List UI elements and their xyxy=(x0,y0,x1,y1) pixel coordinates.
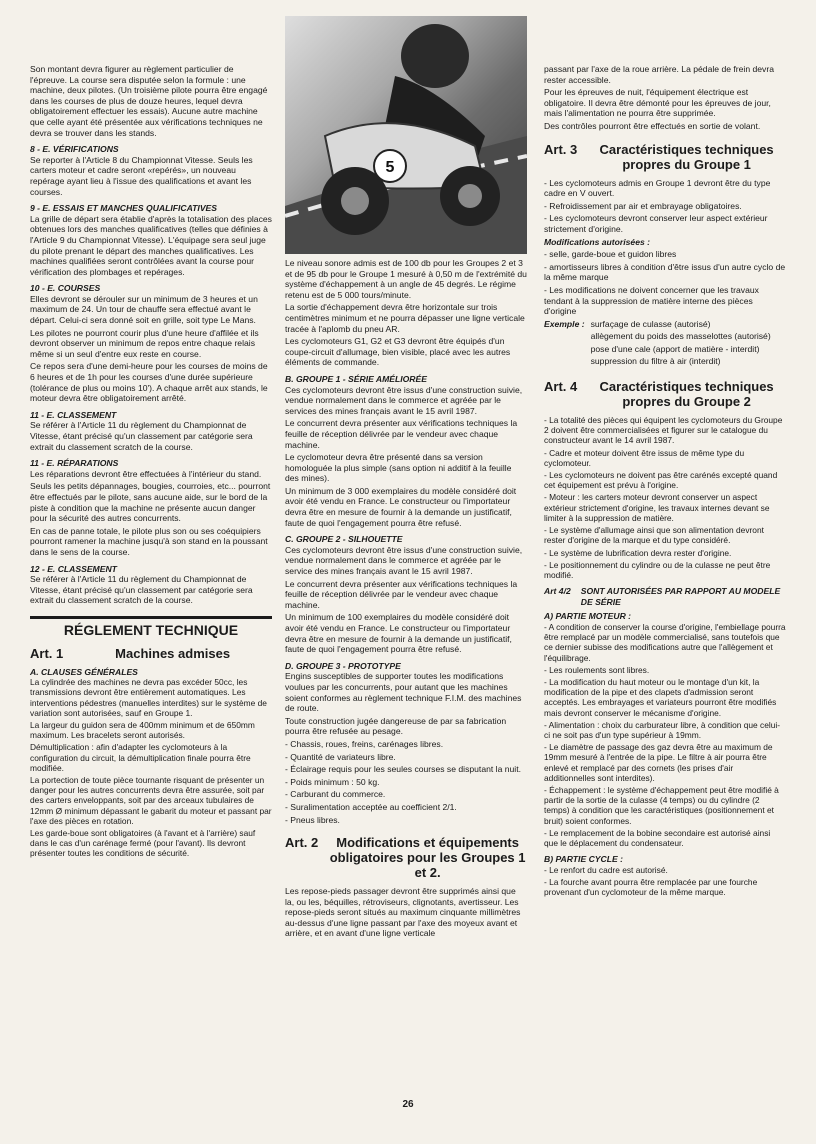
partie-moteur-item: - A condition de conserver la course d'origine, l'embiellage pourra être remplacé par un modèle commercialisé, sans toutefois que ce dernier subisse des modifications autre que l'allègement et l'équilibrage. xyxy=(544,621,786,663)
article-number: Art. 4 xyxy=(544,379,578,395)
clauses-generales-title: A. CLAUSES GÉNÉRALES xyxy=(30,666,138,677)
example-item: surfaçage de culasse (autorisé) xyxy=(590,318,711,329)
example-list xyxy=(591,319,771,369)
article-2-heading xyxy=(285,835,527,880)
groupe-3-list-item: - Poids minimum : 50 kg. xyxy=(285,776,380,787)
partie-cycle-item: - La fourche avant pourra être remplacée par une fourche provenant d'un cyclomoteur de la même marque. xyxy=(544,876,758,898)
example-block xyxy=(544,319,786,369)
partie-moteur-item: - Alimentation : choix du carburateur libre, à condition que celui-ci ne soit pas d'un type supérieur à 19mm. xyxy=(544,719,781,740)
example-item: allègement du poids des masselottes (autorisé) xyxy=(590,331,771,342)
groupe-3-list-item: - Quantité de variateurs libre. xyxy=(285,751,396,762)
section-9-title: 9 - E. ESSAIS ET MANCHES QUALIFICATIVES xyxy=(30,203,218,214)
article-4-list-item: - Cadre et moteur doivent être issus de même type du cyclomoteur. xyxy=(544,447,745,468)
article-4-list-item: - Le système de lubrification devra rester d'origine. xyxy=(544,547,732,558)
section-divider xyxy=(30,616,272,619)
paragraph: Pour les épreuves de nuit, l'équipement électrique est obligatoire. Il devra être démonté pour les épreuves de jour, mais l'alimentation ne pourra être supprimée. xyxy=(544,87,771,119)
article-3-heading xyxy=(544,142,786,172)
partie-moteur-item: - Échappement : le système d'échappement peut être modifié à partir de la sortie de la culasse (4 temps) ou du cylindre (2 temps) à condition que les caractéristiques (positionnement et bruit) soient conformes. xyxy=(544,784,779,826)
article-3-list-item: - Refroidissement par air et embrayage obligatoires. xyxy=(544,200,742,211)
partie-cycle-title: B) PARTIE CYCLE : xyxy=(544,854,623,865)
intro-paragraph: Son montant devra figurer au règlement particulier de l'épreuve. La course sera disputée selon la formule : une machine, deux pilotes. (Un troisième pilote pourra être engagé dans les courses de plus de douze heures, lequel devra obligatoirement effectuer les essais). Aucune autre machine que celle ayant été présentée aux vérifications techniques ne devra se trouver dans les stands. xyxy=(30,64,268,138)
section-11-reparations-body: En cas de panne totale, le pilote plus son ou ses coéquipiers pourront ramener la machine jusqu'à son stand en la poussant dans le sens de la course. xyxy=(30,525,268,557)
paragraph: La sortie d'échappement devra être horizontale sur trois centimètres minimum et ne pourra dépasser une ligne verticale tracée à l'aplomb du pneu AR. xyxy=(285,302,525,334)
article-title: Caractéristiques techniques propres du Groupe 1 xyxy=(599,141,774,172)
section-11-reparations-body: Seuls les petits dépannages, bougies, courroies, etc... pourront être effectués par le pilote, sans aucune aide, sur le bord de la piste à condition que la machine ne présente aucun danger pour la sécurité des autres concurrents. xyxy=(30,481,271,524)
section-10-body: Les pilotes ne pourront courir plus d'une heure d'affilée et ils devront observer un minimum de repos entre chaque relais même si un seul d'entre eux reste en course. xyxy=(30,327,259,359)
paragraph: passant par l'axe de la roue arrière. La pédale de frein devra rester accessible. xyxy=(544,64,774,85)
column-right xyxy=(544,64,786,899)
clauses-body: Les garde-boue sont obligatoires (à l'avant et à l'arrière) sauf dans le cas d'un carénage fermé (pour l'avant). Ils devront présenter toutes les conditions de sécurité. xyxy=(30,827,256,859)
article-number: Art. 3 xyxy=(544,141,578,157)
section-11-reparations-title: 11 - E. RÉPARATIONS xyxy=(30,458,119,469)
paragraph: Le niveau sonore admis est de 100 db pour les Groupes 2 et 3 et de 95 db pour le Groupe 1 mesuré à 0,50 m de l'extrémité du système d'échappement à un angle de 45 degrés. Le régime retenu est de 5 000 tours/minute. xyxy=(285,258,527,300)
groupe-3-list-item: - Suralimentation acceptée au coefficient 2/1. xyxy=(285,801,457,812)
partie-moteur-item: - Le diamètre de passage des gaz devra être au maximum de 19mm mesuré à l'entrée de la pipe. Le filtre à air pourra être enlevé et remplacé par des cornets (les prises d'air additionnelles sont interdites). xyxy=(544,742,773,783)
clauses-body: La cylindrée des machines ne devra pas excéder 50cc, les transmissions devront être entièrement automatiques. Les interventions pédestres (manuelles interdites) sur le système de variation sont autorisées, sauf en Groupe 1. xyxy=(30,677,267,718)
modifications-title: Modifications autorisées : xyxy=(544,236,651,247)
section-12-body: Se référer à l'Article 11 du règlement du Championnat de Vitesse, étant précisé qu'un classement par catégorie sera extrait du classement scratch de la course. xyxy=(30,574,253,606)
column-middle xyxy=(285,258,527,941)
partie-moteur-item: - Les roulements sont libres. xyxy=(544,664,650,675)
groupe-3-body: Engins susceptibles de supporter toutes les modifications voulues par les concurrents, pour autant que les machines soient conformes au règlement technique F.I.M. des machines de route. xyxy=(285,671,522,714)
reglement-technique-heading: RÉGLEMENT TECHNIQUE xyxy=(63,621,239,638)
paragraph: Les cyclomoteurs G1, G2 et G3 devront être équipés d'un coupe-circuit d'allumage, bien visible, placé avec les autres éléments de commande. xyxy=(285,336,511,368)
article-number: Art. 2 xyxy=(285,835,319,851)
article-title: Machines admises xyxy=(115,645,231,661)
race-plate-number: 5 xyxy=(385,159,395,176)
article-4-list-item: - Moteur : les carters moteur devront conserver un aspect extérieur strictement d'origine, les travaux internes devant se limiter à la suppression de matière. xyxy=(544,492,770,523)
example-item: suppression du filtre à air (interdit) xyxy=(590,356,721,367)
article-2-body: Les repose-pieds passager devront être supprimés ainsi que la, ou les, béquilles, rétroviseurs, clignotants, avertisseur. Les repose-pieds seront situés au maximum cinquante millimètres au-dessus d'une ligne passant par l'axe des moyeux avant et arrière, et en avant d'une ligne verticale xyxy=(285,886,521,939)
motorcycle-photo xyxy=(285,16,527,254)
article-4-list-item: - Le système d'allumage ainsi que son alimentation devront rester d'origine de la marque et du type considéré. xyxy=(544,525,764,546)
groupe-2-body: Un minimum de 100 exemplaires du modèle considéré doit avoir été vendu en France. Le constructeur ou l'importateur devra être en mesure de fournir à la demande un justificatif, faute de quoi l'engagement pourra être refusé. xyxy=(285,612,512,655)
section-12-title: 12 - E. CLASSEMENT xyxy=(30,563,117,574)
article-number: Art 4/2 xyxy=(544,586,571,597)
groupe-2-title: C. GROUPE 2 - SILHOUETTE xyxy=(285,534,403,545)
groupe-1-body: Le concurrent devra présenter aux vérifications techniques la feuille de réception délivrée par le vendeur avec chaque machine. xyxy=(285,418,518,450)
groupe-1-body: Ces cyclomoteurs devront être issus d'une construction suivie, vendue normalement dans le commerce et agréée par le services des mines français avant le 15 avril 1987. xyxy=(285,384,523,416)
partie-moteur-item: - La modification du haut moteur ou le montage d'un kit, la modification de la pipe et des clapets d'admission seront acceptés. Les embrayages et variateurs pourront être modifiés mais devront conserver le mécanisme d'origine. xyxy=(544,676,777,718)
article-3-list-item: - Les cyclomoteurs devront conserver leur aspect extérieur strictement d'origine. xyxy=(544,213,768,234)
groupe-1-body: Le cyclomoteur devra être présenté dans sa version homologuée la plus simple (sans option ni additif à la feuille des mines). xyxy=(285,452,512,484)
groupe-3-list-item: - Carburant du commerce. xyxy=(285,789,386,800)
article-4-list-item: - Le positionnement du cylindre ou de la culasse ne peut être modifié. xyxy=(544,559,771,580)
article-3-list-item: - Les cyclomoteurs admis en Groupe 1 devront être du type cadre en V ouvert. xyxy=(544,177,771,199)
article-4-list-item: - La totalité des pièces qui équipent les cyclomoteurs du Groupe 2 doivent être commercialisées et figurer sur le catalogue du constructeur avant le 14 avril 1987. xyxy=(544,415,783,446)
section-8-body: Se reporter à l'Article 8 du Championnat Vitesse. Seuls les carters moteur et cadre seront «repérés», un nouveau repérage ayant lieu à l'issue des qualifications et avant les courses. xyxy=(30,154,253,197)
clauses-body: Démultiplication : afin d'adapter les cyclomoteurs à la configuration du circuit, la démultiplication finale pourra être modifiée. xyxy=(30,742,251,773)
column-left xyxy=(30,64,272,861)
clauses-body: La largeur du guidon sera de 400mm minimum et de 650mm maximum. Les bracelets seront autorisés. xyxy=(30,719,255,741)
groupe-3-list-item: - Chassis, roues, freins, carénages libres. xyxy=(285,738,444,749)
article-title: Modifications et équipements obligatoires pour les Groupes 1 et 2. xyxy=(329,835,526,881)
clauses-body: La portection de toute pièce tournante risquant de présenter un danger pour les autres concurrents devra être assurée, soit par des carters enveloppants, soit par des arceaux tubulaires de 12mm Ø minimum dépassant le gabarit du moteur et passant par l'axe des pièces en rotation. xyxy=(30,774,272,826)
article-4-list-item: - Les cyclomoteurs ne doivent pas être carénés excepté quand cet équipement est prévu à l'origine. xyxy=(544,470,778,491)
section-10-body: Ce repos sera d'une demi-heure pour les courses de moins de 6 heures et de 1h pour les courses d'une durée supérieure (tolérance de plus ou moins 10'). A chaque arrêt aux stands, le moteur devra être obligatoirement arrêté. xyxy=(30,361,268,404)
partie-cycle-item: - Le renfort du cadre est autorisé. xyxy=(544,864,668,875)
groupe-3-list-item: - Éclairage requis pour les seules courses se disputant la nuit. xyxy=(285,764,521,775)
paragraph: Des contrôles pourront être effectués en sortie de volant. xyxy=(544,120,761,131)
example-item: pose d'une cale (apport de matière - interdit) xyxy=(590,343,760,354)
groupe-3-list-item: - Pneus libres. xyxy=(285,814,340,825)
modifications-list-item: - selle, garde-boue et guidon libres xyxy=(544,249,677,260)
modifications-list-item: - amortisseurs libres à condition d'être issus d'un autre cyclo de la même marque xyxy=(544,261,786,283)
article-4-heading xyxy=(544,379,786,409)
groupe-2-body: Le concurrent devra présenter aux vérifications techniques la feuille de réception délivrée par le vendeur avec chaque machine. xyxy=(285,578,518,610)
modifications-list-item: - Les modifications ne doivent concerner que les travaux tendant à la suppression de matière interne des pièces d'origine xyxy=(544,284,759,317)
example-label: Exemple : xyxy=(544,318,585,329)
article-1-heading xyxy=(30,646,272,661)
page-number: 26 xyxy=(402,1099,414,1110)
section-10-title: 10 - E. COURSES xyxy=(30,283,101,294)
groupe-1-body: Un minimum de 3 000 exemplaires du modèle considéré doit avoir été vendu en France. Le constructeur ou l'importateur devra être en mesure de fournir à la demande un justificatif, faute de quoi l'engagement pourra être refusé. xyxy=(285,485,517,528)
partie-moteur-item: - Le remplacement de la bobine secondaire est autorisé ainsi que le déplacement du condensateur. xyxy=(544,827,771,848)
groupe-1-title: B. GROUPE 1 - SÉRIE AMÉLIORÉE xyxy=(285,373,427,384)
article-title: SONT AUTORISÉES PAR RAPPORT AU MODELE DE SÉRIE xyxy=(580,586,781,607)
section-9-body: La grille de départ sera établie d'après la totalisation des places obtenues lors des manches qualificatives (telles que définies à l'Article 9 du Championnat Vitesse). L'équipage sera seul juge du pilote prenant le départ des manches qualificatives. Les machines qualifiées seront contrôlées avant la course pour vérification des plombages et repérages. xyxy=(30,213,272,277)
section-11-classement-body: Se référer à l'Article 11 du règlement du Championnat de Vitesse, étant précisé qu'un classement par catégorie sera extrait du classement scratch de la course. xyxy=(30,420,253,452)
article-title: Caractéristiques techniques propres du Groupe 2 xyxy=(599,379,774,410)
partie-moteur-title: A) PARTIE MOTEUR : xyxy=(544,611,632,622)
article-number: Art. 1 xyxy=(30,645,64,661)
groupe-3-title: D. GROUPE 3 - PROTOTYPE xyxy=(285,660,401,671)
section-11-classement-title: 11 - E. CLASSEMENT xyxy=(30,409,117,420)
section-11-reparations-body: Les réparations devront être effectuées à l'intérieur du stand. xyxy=(30,468,262,479)
section-10-body: Elles devront se dérouler sur un minimum de 3 heures et un maximum de 24. Un tour de chauffe sera effectué avant le départ. Celui-ci sera donné soit en grille, soit type Le Mans. xyxy=(30,293,258,326)
groupe-3-body: Toute construction jugée dangereuse de par sa fabrication pourra être refusée au pesage. xyxy=(285,715,507,737)
section-8-title: 8 - E. VÉRIFICATIONS xyxy=(30,144,119,155)
groupe-2-body: Ces cyclomoteurs devront être issus d'une construction suivie, vendue normalement dans le commerce et agréée par le service des mines français avant le 15 avril 1987. xyxy=(285,544,523,577)
article-4-2-heading xyxy=(544,586,786,607)
